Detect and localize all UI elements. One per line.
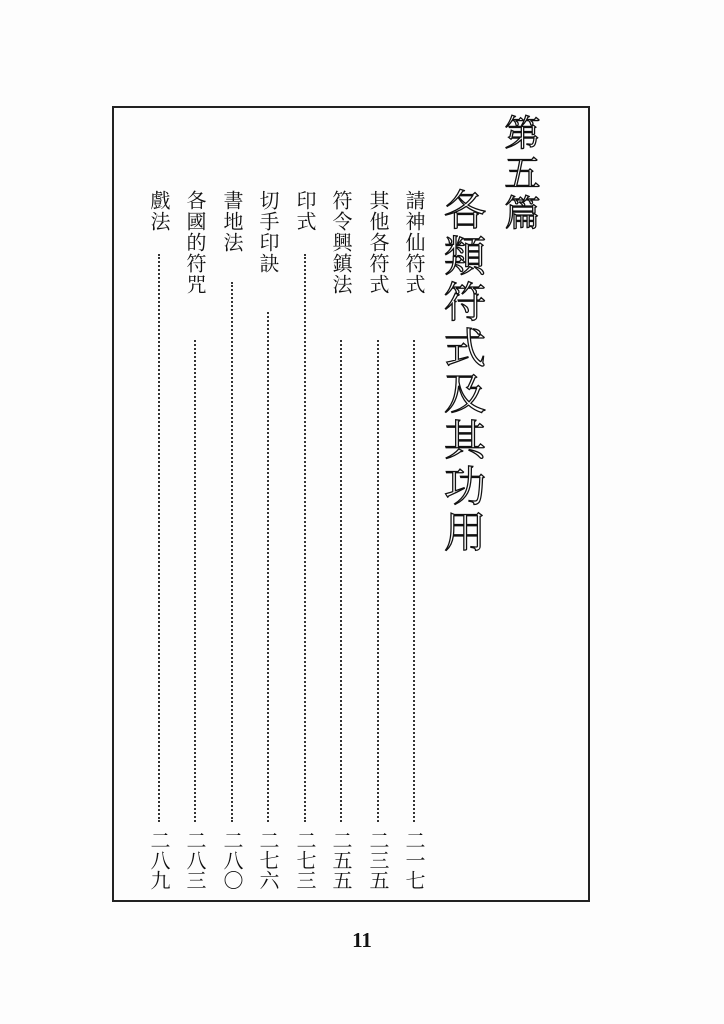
toc-entry-page: 二七六	[256, 830, 280, 890]
toc-entry-label: 各國的符咒	[183, 190, 207, 295]
toc-entry-page: 二三五	[366, 830, 390, 890]
section-title: 各類符式及其功用	[438, 188, 487, 556]
toc-leader-dots	[194, 340, 196, 822]
toc-entry-page: 二一七	[402, 830, 426, 890]
toc-leader-dots	[267, 312, 269, 822]
toc-leader-dots	[231, 282, 233, 822]
toc-entry-page: 二七三	[293, 830, 317, 890]
toc-entry	[145, 190, 173, 902]
toc-entry	[327, 190, 355, 902]
toc-leader-dots	[158, 254, 160, 822]
toc-entry-label: 其他各符式	[366, 190, 390, 295]
toc-entry-label: 書地法	[220, 190, 244, 253]
toc-leader-dots	[304, 254, 306, 822]
toc-leader-dots	[377, 340, 379, 822]
part-title: 第五篇	[499, 114, 540, 234]
toc-leader-dots	[340, 340, 342, 822]
toc-entry-page: 二八〇	[220, 830, 244, 890]
toc-entry-label: 戲法	[147, 190, 171, 232]
toc-entry-label: 切手印訣	[256, 190, 280, 274]
toc-entry-page: 二八三	[183, 830, 207, 890]
toc-entry	[364, 190, 392, 902]
toc-entry-label: 符令興鎮法	[329, 190, 353, 295]
table-of-contents	[0, 190, 724, 902]
toc-leader-dots	[413, 340, 415, 822]
toc-entry	[218, 190, 246, 902]
toc-entry	[291, 190, 319, 902]
toc-entry	[181, 190, 209, 902]
toc-entry-label: 請神仙符式	[402, 190, 426, 295]
toc-entry-page: 二五五	[329, 830, 353, 890]
toc-entry-label: 印式	[293, 190, 317, 232]
toc-entry	[254, 190, 282, 902]
toc-entry	[400, 190, 428, 902]
page-number: 11	[352, 928, 372, 952]
toc-entry-page: 二八九	[147, 830, 171, 890]
